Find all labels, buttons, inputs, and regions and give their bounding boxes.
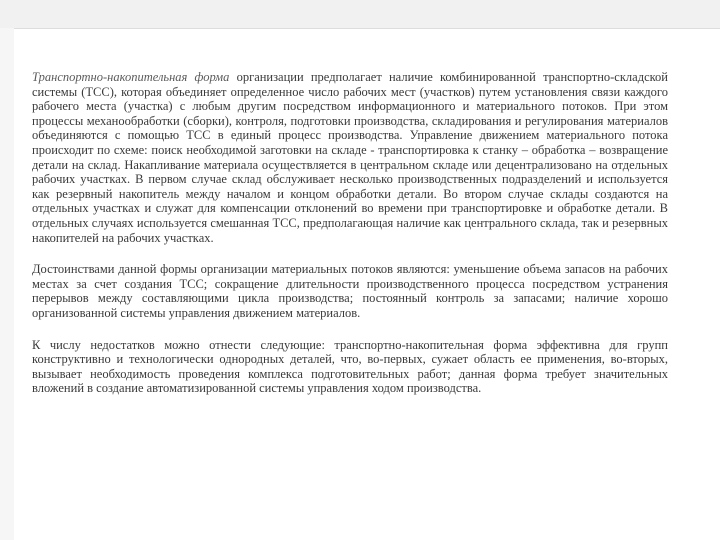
slide-body (32, 70, 668, 413)
top-band (0, 0, 720, 29)
paragraph-intro-text: организации предполагает наличие комбинированной транспортно-складской системы (ТСС), которая объединяет определенное число рабочих мест (участков) путем установления связи каждого рабочего места (участка) с любым другим посредством информационного и материального потоков. При этом процессы механообработки (сборки), контроля, подготовки производства, складирования и регулирования материалов объединяются с помощью ТСС в единый процесс производства. Управление движением материального потока происходит по схеме: поиск необходимой заготовки на складе - транспортировка к станку – обработка – возвращение детали на склад. Накапливание материала осуществляется в центральном складе или децентрализовано на отдельных рабочих участках. В первом случае склад обслуживает несколько производственных подразделений и используется как резервный накопитель между началом и концом обработки детали. Во втором случае склады создаются на отдельных участках и служат для компенсации отклонений во времени при транспортировке и обработке детали. В отдельных случаях используется смешанная ТСС, предполагающая наличие как центрального склада, так и резервных накопителей на рабочих участках. (32, 70, 668, 245)
left-band (0, 28, 14, 540)
paragraph-intro (32, 70, 668, 245)
paragraph-advantages: Достоинствами данной формы организации материальных потоков являются: уменьшение объема запасов на рабочих местах за счет создания ТСС; сокращение длительности производственного процесса посредством устранения перерывов между составляющими цикла производства; постоянный контроль за запасами; наличие хорошо организованной системы управления движением материалов. (32, 262, 668, 320)
paragraph-disadvantages: К числу недостатков можно отнести следующие: транспортно-накопительная форма эффективна для групп конструктивно и технологически однородных деталей, что, во-первых, сужает область ее применения, во-вторых, вызывает необходимость проведения комплекса подготовительных работ; данная форма требует значительных вложений в создание автоматизированной системы управления ходом производства. (32, 337, 668, 396)
italic-term: Транспортно-накопительная форма (32, 70, 230, 84)
